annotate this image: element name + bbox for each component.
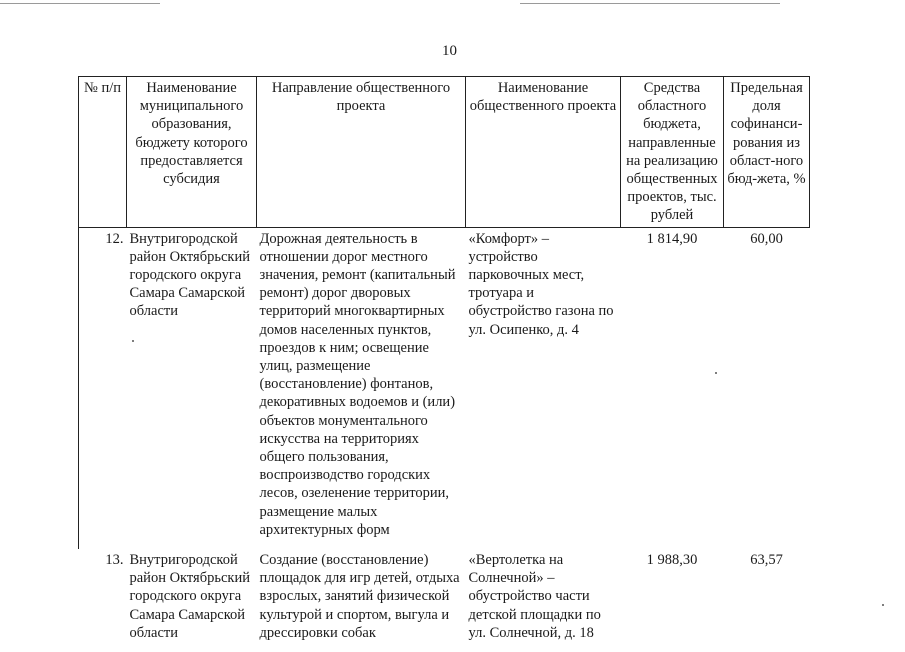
header-direction: Направление общественного проекта bbox=[257, 77, 466, 228]
table-row bbox=[79, 549, 810, 652]
header-number: № п/п bbox=[79, 77, 127, 228]
row-amount: 1 988,30 bbox=[646, 552, 698, 569]
table-header-row bbox=[79, 77, 810, 228]
row-share: 63,57 bbox=[750, 552, 783, 569]
scan-speck bbox=[132, 340, 134, 342]
row-share: 60,00 bbox=[750, 230, 783, 247]
scan-speck bbox=[882, 604, 884, 606]
header-amount: Средства областного бюджета, направленные на реализацию общественных проектов, тыс. рублей bbox=[621, 77, 724, 228]
row-direction: Дорожная деятельность в отношении дорог местного значения, ремонт (капитальный ремонт) дорог дворовых территорий многоквартирных домов населенных пунктов, проездов к ним; освещение улиц, размещение (восстановление) фонтанов, декоративных водоемов и (или) объектов монументального искусства на территориях общего пользования, воспроизводство городских лесов, озеленение территории, размещение малых архитектурных форм bbox=[259, 230, 456, 538]
subsidy-table bbox=[78, 76, 810, 652]
row-municipality: Внутригородской район Октябрьский городского округа Самара Самарской области bbox=[129, 230, 250, 320]
row-number: 12. bbox=[79, 227, 127, 549]
row-number: 13. bbox=[105, 552, 124, 569]
header-municipality: Наименование муниципального образования, бюджету которого предоставляется субсидия bbox=[127, 77, 257, 228]
row-amount: 1 814,90 bbox=[646, 230, 698, 247]
scan-edge-line-left bbox=[0, 3, 160, 4]
header-share: Предельная доля софинанси-рования из област-ного бюд-жета, % bbox=[724, 77, 810, 228]
header-project: Наименование общественного проекта bbox=[466, 77, 621, 228]
page-number: 10 bbox=[442, 43, 457, 59]
row-project: «Вертолетка на Солнечной» – обустройство части детской площадки по ул. Солнечной, д. 18 bbox=[468, 552, 601, 641]
scan-edge-line-right bbox=[520, 3, 780, 4]
table-row bbox=[79, 227, 810, 549]
row-municipality: Внутригородской район Октябрьский городского округа Самара Самарской области bbox=[129, 552, 250, 641]
row-project: «Комфорт» – устройство парковочных мест, тротуара и обустройство газона по ул. Осипенко, д. 4 bbox=[468, 230, 614, 338]
row-direction: Создание (восстановление) площадок для игр детей, отдыха взрослых, занятий физической культурой и спортом, выгула и дрессировки собак bbox=[259, 552, 460, 641]
scan-speck bbox=[715, 372, 717, 374]
